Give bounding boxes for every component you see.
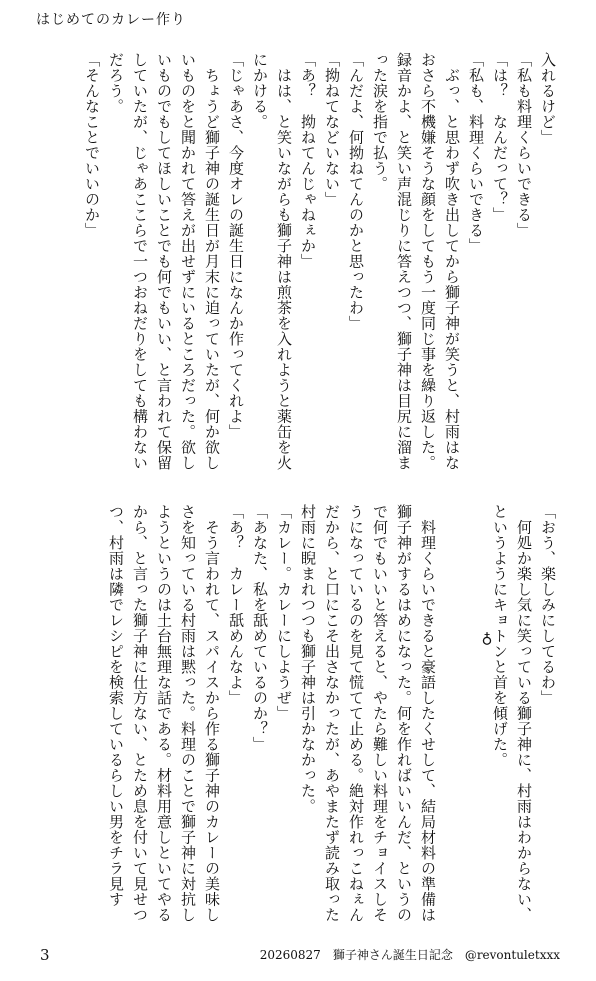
- text-line: というようにキョトンと首を傾げた。: [491, 504, 509, 768]
- footer-note: 20260827 獅子神さん誕生日記念 @revontuletxxx: [259, 948, 560, 962]
- text-line: 料理くらいできると豪語したくせして、結局材料の準備は: [419, 504, 437, 923]
- text-line: 「おう、楽しみにしてるわ」: [539, 504, 557, 706]
- text-line: 「そんなことでいいのか」: [83, 52, 101, 238]
- text-line: だから、と口にこそ出さなかったが、あやまたず読み取った: [323, 504, 341, 923]
- text-line: うになっているのを見て慌てて止める。絶対作れっこねぇん: [347, 504, 365, 923]
- text-line: [464, 504, 488, 928]
- text-line: 「あなた、私を舐めているのか？」: [251, 504, 269, 752]
- text-line: ぶっ、と思わず吹き出してから獅子神が笑うと、村雨はな: [443, 52, 461, 471]
- text-line: から、と言った獅子神に仕方ない、とため息を付いて見せつ: [131, 504, 149, 923]
- text-line: 入れるけど」: [539, 52, 557, 145]
- text-line: 「拗ねてなどいない」: [323, 52, 341, 207]
- text-line: いものをと聞かれて答えが出せずにいるところだった。欲し: [179, 52, 197, 471]
- text-line: った涙を指で払う。: [371, 52, 389, 192]
- text-line: 村雨に睨まれつつも獅子神は引かなかった。: [299, 504, 317, 814]
- text-line: つ、村雨は隣でレシピを検索しているらしい男をチラ見す: [107, 504, 125, 907]
- text-line: していたが、じゃあここらで一つおねだりをしても構わない: [131, 52, 149, 471]
- page-number: 3: [40, 946, 50, 964]
- text-line: はは、と笑いながらも獅子神は煎茶を入れようと薬缶を火: [275, 52, 293, 471]
- text-line: 何処か楽し気に笑っている獅子神に、村雨はわからない、: [515, 504, 533, 923]
- text-line: 録音かよ、と笑い声混じりに答えつつ、獅子神は目尻に溜ま: [395, 52, 413, 471]
- text-line: 「あ？ 拗ねてんじゃねぇか」: [299, 52, 317, 269]
- text-line: さを知っている村雨は黙った。料理のことで獅子神に対抗し: [179, 504, 197, 923]
- text-line: 獅子神がするはめになった。何を作ればいいんだ、というの: [395, 504, 413, 923]
- text-line: ちょうど獅子神の誕生日が月末に迫っていたが、何か欲し: [203, 52, 221, 471]
- text-line: で何でもいいと答えると、やたら難しい料理をチョイスしそ: [371, 504, 389, 923]
- text-line: だろう。: [107, 52, 125, 114]
- text-line: そう言われて、スパイスから作る獅子神のカレーの美味し: [203, 504, 221, 923]
- text-line: 「んだよ、何拗ねてんのかと思ったわ」: [347, 52, 365, 331]
- text-line: 「私も料理くらいできる」: [515, 52, 533, 238]
- text-line: おさら不機嫌そうな顔をしてもう一度同じ事を繰り返した。: [419, 52, 437, 471]
- section-break-mark: ♁: [481, 629, 493, 647]
- upper-text-block: [40, 52, 560, 476]
- header-title: はじめてのカレー作り: [36, 12, 186, 28]
- text-line: [440, 504, 464, 928]
- text-line: 「カレー。カレーにしようぜ」: [275, 504, 293, 721]
- text-line: にかける。: [251, 52, 269, 130]
- lower-text-block: [40, 504, 560, 928]
- text-line: 「私も、料理くらいできる」: [467, 52, 485, 254]
- text-line: いものでもしてほしいことでも何でもいい、と言われて保留: [155, 52, 173, 471]
- text-line: 「あ？ カレー舐めんなよ」: [227, 504, 245, 706]
- text-line: ようというのは土台無理な話である。材料用意しといてやる: [155, 504, 173, 923]
- text-line: 「は？ なんだって？」: [491, 52, 509, 223]
- text-line: 「じゃあさ、今度オレの誕生日になんか作ってくれよ」: [227, 52, 245, 440]
